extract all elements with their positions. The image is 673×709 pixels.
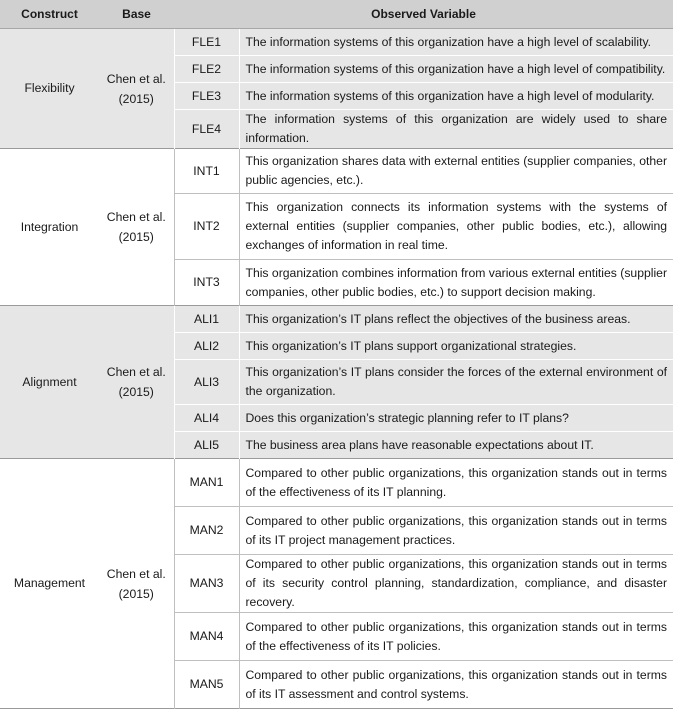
group-flexibility (0, 29, 673, 149)
table-row (0, 29, 673, 56)
base-reference: Chen et al. (2015) (99, 306, 174, 459)
table-row (0, 306, 673, 333)
variable-text: This organization’s IT plans support organizational strategies. (239, 333, 673, 360)
variable-text: This organization shares data with external entities (supplier companies, other public agencies, etc.). (239, 149, 673, 194)
variable-code: FLE1 (174, 29, 239, 56)
variable-code: ALI2 (174, 333, 239, 360)
group-integration (0, 149, 673, 306)
variable-text: Compared to other public organizations, this organization stands out in terms of the effectiveness of its IT planning. (239, 459, 673, 507)
group-management (0, 459, 673, 709)
variable-text: The business area plans have reasonable expectations about IT. (239, 432, 673, 459)
variable-text: The information systems of this organization are widely used to share information. (239, 110, 673, 149)
variable-text: The information systems of this organization have a high level of scalability. (239, 29, 673, 56)
variable-code: ALI3 (174, 360, 239, 405)
variable-text: The information systems of this organization have a high level of compatibility. (239, 56, 673, 83)
variable-text: The information systems of this organization have a high level of modularity. (239, 83, 673, 110)
variable-text: Does this organization’s strategic planning refer to IT plans? (239, 405, 673, 432)
header-observed-variable: Observed Variable (174, 0, 673, 29)
construct-label: Management (0, 459, 99, 709)
table-row (0, 149, 673, 194)
variable-code: INT1 (174, 149, 239, 194)
variable-code: MAN2 (174, 507, 239, 555)
variable-code: INT2 (174, 194, 239, 260)
variable-code: ALI4 (174, 405, 239, 432)
variable-code: MAN3 (174, 555, 239, 613)
variable-text: This organization combines information from various external entities (supplier companies, other public bodies, etc.) to support decision making. (239, 260, 673, 306)
variable-code: ALI5 (174, 432, 239, 459)
base-reference: Chen et al. (2015) (99, 149, 174, 306)
variable-code: INT3 (174, 260, 239, 306)
variable-text: Compared to other public organizations, this organization stands out in terms of its IT project management practices. (239, 507, 673, 555)
table-row (0, 459, 673, 507)
variable-code: FLE4 (174, 110, 239, 149)
variable-text: Compared to other public organizations, this organization stands out in terms of the effectiveness of its IT policies. (239, 613, 673, 661)
construct-label: Alignment (0, 306, 99, 459)
header-construct: Construct (0, 0, 99, 29)
variable-code: FLE3 (174, 83, 239, 110)
construct-label: Integration (0, 149, 99, 306)
variable-text: Compared to other public organizations, this organization stands out in terms of its security control planning, standardization, compliance, and disaster recovery. (239, 555, 673, 613)
variable-text: This organization connects its information systems with the systems of external entities (supplier companies, other public bodies, etc.), allowing exchanges of information in real time. (239, 194, 673, 260)
variable-text: Compared to other public organizations, this organization stands out in terms of its IT assessment and control systems. (239, 661, 673, 709)
construct-label: Flexibility (0, 29, 99, 149)
group-alignment (0, 306, 673, 459)
header-base: Base (99, 0, 174, 29)
header-row (0, 0, 673, 29)
variable-text: This organization’s IT plans reflect the objectives of the business areas. (239, 306, 673, 333)
variable-code: FLE2 (174, 56, 239, 83)
base-reference: Chen et al. (2015) (99, 29, 174, 149)
variable-text: This organization’s IT plans consider the forces of the external environment of the organization. (239, 360, 673, 405)
variable-code: MAN5 (174, 661, 239, 709)
variable-code: ALI1 (174, 306, 239, 333)
variable-code: MAN1 (174, 459, 239, 507)
variable-code: MAN4 (174, 613, 239, 661)
base-reference: Chen et al. (2015) (99, 459, 174, 709)
